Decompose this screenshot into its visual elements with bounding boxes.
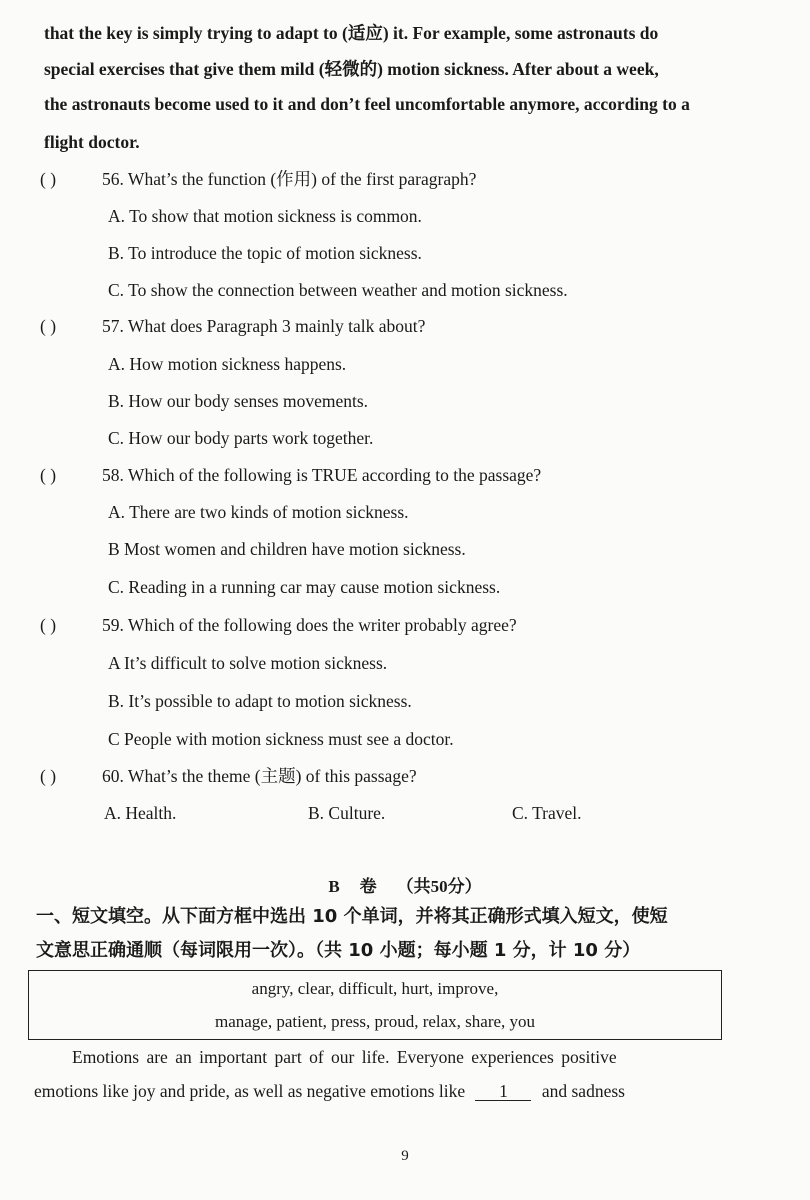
blank-1[interactable]: 1 xyxy=(475,1082,531,1101)
option-60-c: C. Travel. xyxy=(512,803,582,823)
cloze-text: emotions like joy and pride, as well as negative emotions like xyxy=(34,1081,466,1101)
option-57-a: A. How motion sickness happens. xyxy=(108,354,347,374)
answer-paren[interactable]: ( ) xyxy=(40,766,57,786)
option-56-b: B. To introduce the topic of motion sickness. xyxy=(108,243,422,263)
section-juan: 卷 xyxy=(359,877,377,896)
answer-paren[interactable]: ( ) xyxy=(40,615,57,635)
passage-line-2: special exercises that give them mild (轻微的) motion sickness. After about a week, xyxy=(44,59,659,79)
option-59-b: B. It’s possible to adapt to motion sickness. xyxy=(108,691,412,711)
option-57-b: B. How our body senses movements. xyxy=(108,391,369,411)
instruction-line-2: 文意思正确通顺（每词限用一次）。（共 10 小题；每小题 1 分，计 10 分） xyxy=(36,940,641,961)
option-58-b: B Most women and children have motion sickness. xyxy=(108,539,466,559)
question-60 xyxy=(40,765,417,787)
question-59 xyxy=(40,614,517,636)
question-58 xyxy=(40,464,541,486)
question-stem: 60. What’s the theme (主题) of this passage? xyxy=(102,766,417,786)
question-stem: 58. Which of the following is TRUE according to the passage? xyxy=(102,465,542,485)
answer-paren[interactable]: ( ) xyxy=(40,169,57,189)
answer-paren[interactable]: ( ) xyxy=(40,316,57,336)
cloze-line-1: Emotions are an important part of our life. Everyone experiences positive xyxy=(72,1047,617,1067)
page-number: 9 xyxy=(401,1148,409,1164)
option-60-a: A. Health. xyxy=(104,803,177,823)
word-bank-line-2: manage, patient, press, proud, relax, share, you xyxy=(214,1012,536,1031)
option-59-c: C People with motion sickness must see a doctor. xyxy=(108,729,454,749)
section-score: （共50分） xyxy=(396,877,482,896)
option-58-c: C. Reading in a running car may cause motion sickness. xyxy=(108,577,501,597)
cloze-line-2 xyxy=(34,1080,625,1102)
passage-line-1: that the key is simply trying to adapt to (适应) it. For example, some astronauts do xyxy=(44,23,659,43)
passage-line-4: flight doctor. xyxy=(44,132,140,152)
option-59-a: A It’s difficult to solve motion sickness. xyxy=(108,653,388,673)
answer-paren[interactable]: ( ) xyxy=(40,465,57,485)
question-57 xyxy=(40,315,425,337)
question-stem: 57. What does Paragraph 3 mainly talk about? xyxy=(102,316,426,336)
question-56 xyxy=(40,168,476,190)
option-58-a: A. There are two kinds of motion sickness. xyxy=(108,502,409,522)
word-bank-box xyxy=(28,970,722,1040)
option-60-b: B. Culture. xyxy=(308,803,386,823)
cloze-text-after: and sadness xyxy=(541,1081,625,1101)
passage-line-3: the astronauts become used to it and don’t feel uncomfortable anymore, according to a xyxy=(44,94,690,114)
section-letter: B xyxy=(328,877,340,896)
option-56-a: A. To show that motion sickness is common. xyxy=(108,206,422,226)
option-56-c: C. To show the connection between weather and motion sickness. xyxy=(108,280,568,300)
question-stem: 59. Which of the following does the writer probably agree? xyxy=(102,615,517,635)
option-57-c: C. How our body parts work together. xyxy=(108,428,374,448)
word-bank-line-1: angry, clear, difficult, hurt, improve, xyxy=(251,979,499,998)
section-b-title xyxy=(0,872,810,897)
question-stem: 56. What’s the function (作用) of the first paragraph? xyxy=(102,169,477,189)
instruction-line-1: 一、短文填空。从下面方框中选出 10 个单词，并将其正确形式填入短文，使短 xyxy=(36,906,668,927)
